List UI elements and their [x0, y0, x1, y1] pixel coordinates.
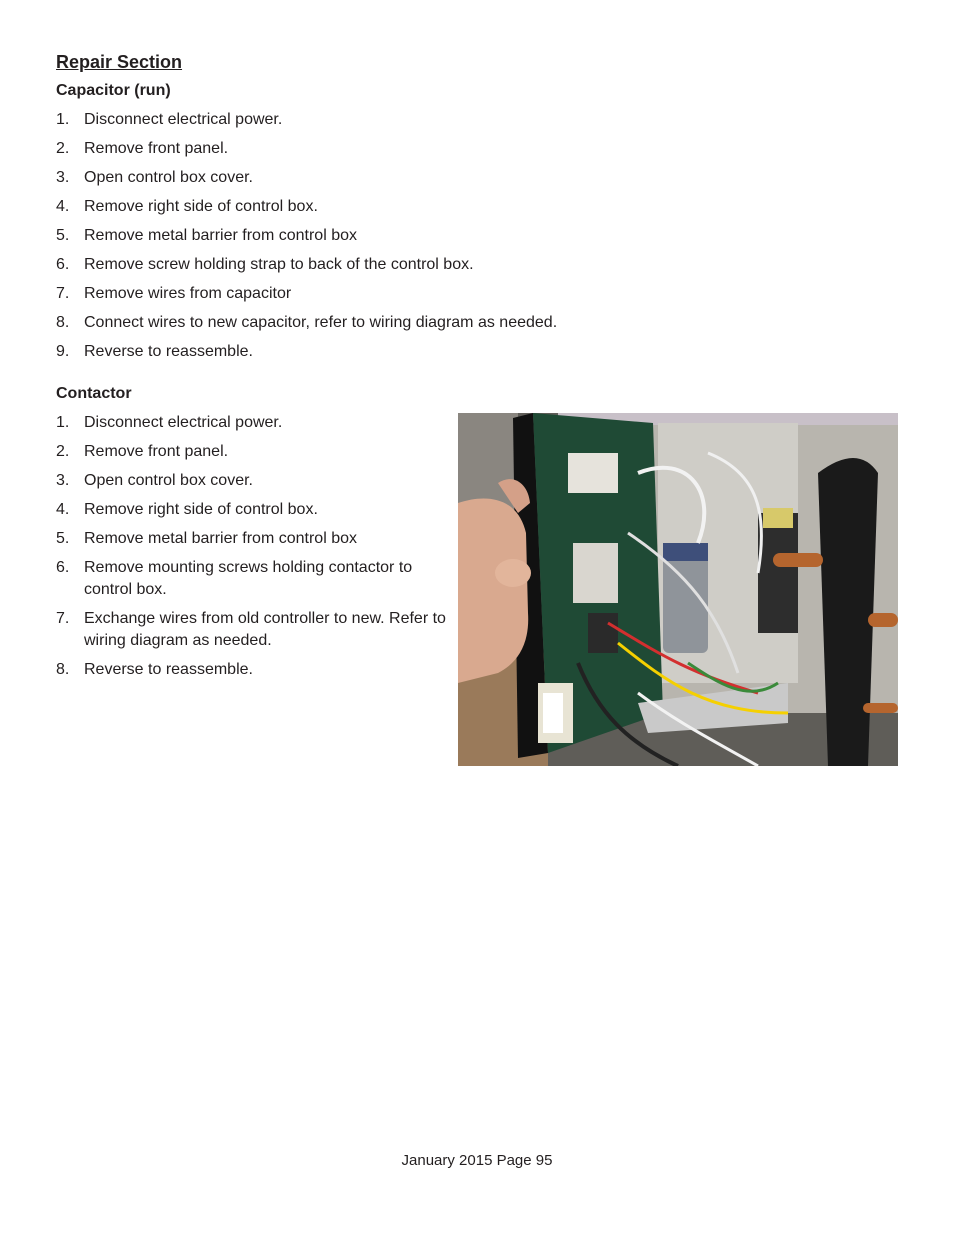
- list-item: 4. Remove right side of control box.: [56, 198, 318, 215]
- list-item: 5. Remove metal barrier from control box: [56, 227, 357, 244]
- list-item: 9. Reverse to reassemble.: [56, 343, 253, 360]
- list-item: 3. Open control box cover.: [56, 169, 253, 186]
- list-item: 8. Reverse to reassemble.: [56, 661, 253, 678]
- contactor-heading: Contactor: [56, 385, 132, 402]
- capacitor-steps-list: [56, 109, 676, 370]
- control-box-photo-illustration: [458, 413, 898, 766]
- capacitor-heading: Capacitor (run): [56, 82, 171, 99]
- list-item: 1. Disconnect electrical power.: [56, 111, 283, 128]
- list-item: 2. Remove front panel.: [56, 443, 229, 460]
- control-box-photo: [458, 413, 898, 766]
- list-item: 7. Remove wires from capacitor: [56, 285, 292, 302]
- page-title: Repair Section: [56, 52, 183, 72]
- list-item: 1. Disconnect electrical power.: [56, 414, 283, 431]
- list-item: 4. Remove right side of control box.: [56, 501, 318, 518]
- contactor-steps-list: [56, 412, 456, 688]
- list-item: 5. Remove metal barrier from control box: [56, 530, 357, 547]
- list-item: 6. Remove mounting screws holding contactor to control box.: [56, 559, 413, 598]
- list-item: 7. Exchange wires from old controller to new. Refer to wiring diagram as needed.: [56, 610, 446, 649]
- page-footer: January 2015 Page 95: [401, 1152, 553, 1169]
- list-item: 3. Open control box cover.: [56, 472, 253, 489]
- list-item: 8. Connect wires to new capacitor, refer to wiring diagram as needed.: [56, 314, 558, 331]
- list-item: 2. Remove front panel.: [56, 140, 229, 157]
- list-item: 6. Remove screw holding strap to back of the control box.: [56, 256, 474, 273]
